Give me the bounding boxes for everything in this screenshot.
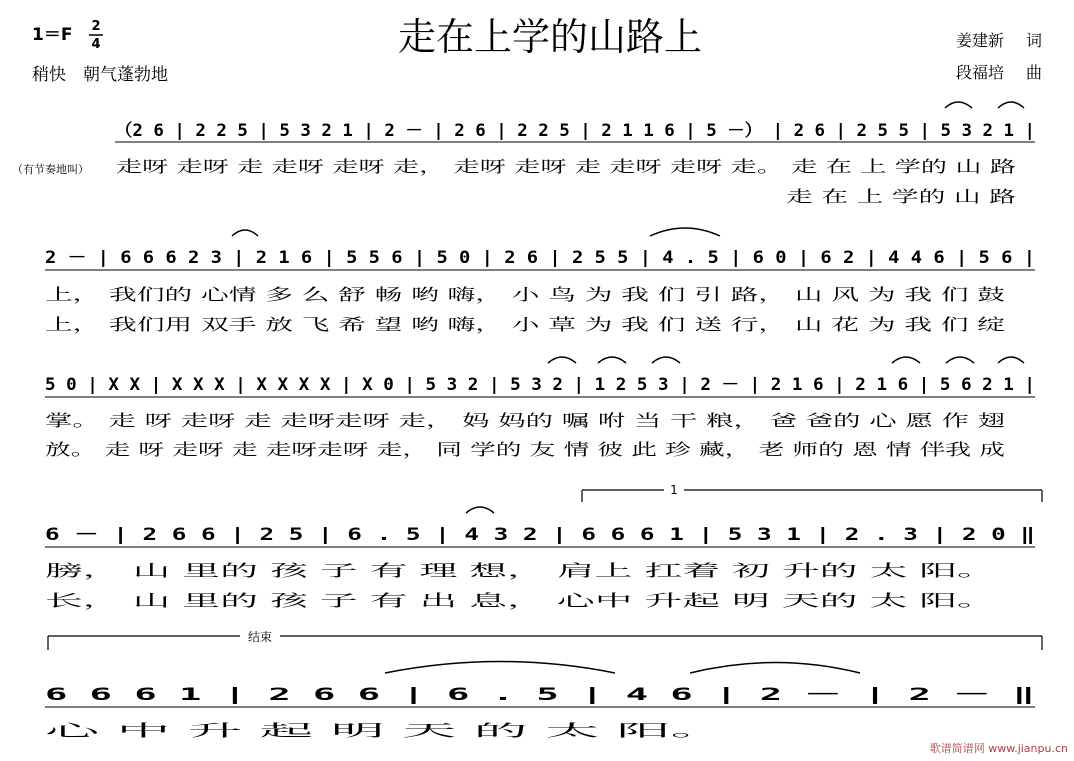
slur bbox=[652, 357, 680, 363]
composer-role: 曲 bbox=[1026, 63, 1043, 82]
system-2 bbox=[45, 228, 1035, 334]
system-3 bbox=[45, 357, 1035, 459]
system-4 bbox=[45, 480, 1042, 610]
slur bbox=[998, 102, 1024, 108]
slur bbox=[598, 357, 626, 363]
lyric-line: 心 中 升 起 明 天 的 太 阳。 bbox=[45, 721, 725, 740]
lyric-line-verse-1: 上， 我们的 心情 多 么 舒 畅 哟 嗨， 小 鸟 为 我 们 引 路， 山 风 为 我 们 鼓 bbox=[45, 285, 1005, 304]
slur bbox=[945, 102, 972, 108]
slur bbox=[548, 357, 576, 363]
slur bbox=[232, 230, 258, 236]
composer-name: 段福培 bbox=[956, 63, 1005, 82]
time-signature-top: 2 bbox=[91, 19, 101, 34]
key-signature: 1＝F bbox=[32, 25, 73, 45]
tie bbox=[385, 662, 615, 674]
ending-label: 结束 bbox=[247, 630, 273, 644]
time-signature-bottom: 4 bbox=[91, 37, 101, 52]
slur bbox=[650, 228, 720, 236]
slur bbox=[892, 357, 920, 363]
lyricist-role: 词 bbox=[1026, 31, 1043, 50]
system-5 bbox=[45, 626, 1042, 740]
slur bbox=[466, 507, 494, 513]
lyric-line-verse-1: 膀， 山 里的 孩 子 有 理 想， 肩上 扛着 初 升的 太 阳。 bbox=[45, 561, 995, 580]
notes-line: 6 － | 2 6 6 | 2 5 | 6 . 5 | 4 3 2 | 6 6 6 1 | 5 3 1 | 2 . 3 | 2 0 ‖ bbox=[45, 525, 1035, 545]
lyric-line-verse-2: 上， 我们用 双手 放 飞 希 望 哟 嗨， 小 草 为 我 们 送 行， 山 花 为 我 们 绽 bbox=[45, 315, 1005, 334]
lyricist-name: 姜建新 bbox=[956, 31, 1005, 50]
notes-line: 5 0 | X X | X X X | X X X X | X 0 | 5 3 2 | 5 3 2 | 1 2 5 3 | 2 － | 2 1 6 | 2 1 6 | 5 6 2 1 | bbox=[45, 375, 1035, 395]
lyric-line-verse-2: 长， 山 里的 孩 子 有 出 息， 心中 升起 明 天的 太 阳。 bbox=[45, 591, 995, 610]
system-1 bbox=[12, 102, 1035, 206]
song-title: 走在上学的山路上 bbox=[397, 15, 703, 59]
notes-line: 6 6 6 1 | 2 6 6 | 6 . 5 | 4 6 | 2 － | 2 － ‖ bbox=[45, 685, 1035, 705]
slur bbox=[998, 357, 1024, 363]
lyric-line-verse-1: 掌。 走 呀 走呀 走 走呀走呀 走， 妈 妈的 嘱 咐 当 干 粮， 爸 爸的 心 愿 作 翅 bbox=[45, 411, 1005, 430]
lyric-line-verse-2: 放。 走 呀 走呀 走 走呀走呀 走， 同 学的 友 情 彼 此 珍 藏， 老 师的 恩 情 伴我 成 bbox=[45, 440, 1005, 459]
tempo-marking: 稍快 朝气蓬勃地 bbox=[32, 65, 168, 85]
performance-note: （有节奏地叫） bbox=[12, 163, 89, 176]
tie bbox=[690, 663, 860, 674]
watermark: 歌谱简谱网 www.jianpu.cn bbox=[929, 742, 1068, 755]
lyric-line-verse-1: 走呀 走呀 走 走呀 走呀 走， 走呀 走呀 走 走呀 走呀 走。 走 在 上 学的 山 路 bbox=[116, 157, 1016, 176]
lyric-line-verse-2: 走 在 上 学的 山 路 bbox=[786, 187, 1016, 206]
volta-number: 1 bbox=[670, 483, 678, 497]
notes-line: 2 － | 6 6 6 2 3 | 2 1 6 | 5 5 6 | 5 0 | 2 6 | 2 5 5 | 4 . 5 | 6 0 | 6 2 | 4 4 6 | 5 6 | bbox=[45, 248, 1035, 268]
slur bbox=[946, 357, 974, 363]
notes-line: （2 6 | 2 2 5 | 5 3 2 1 | 2 － | 2 6 | 2 2 5 | 2 1 1 6 | 5 －） | 2 6 | 2 5 5 | 5 3 2 1 | bbox=[115, 121, 1013, 141]
